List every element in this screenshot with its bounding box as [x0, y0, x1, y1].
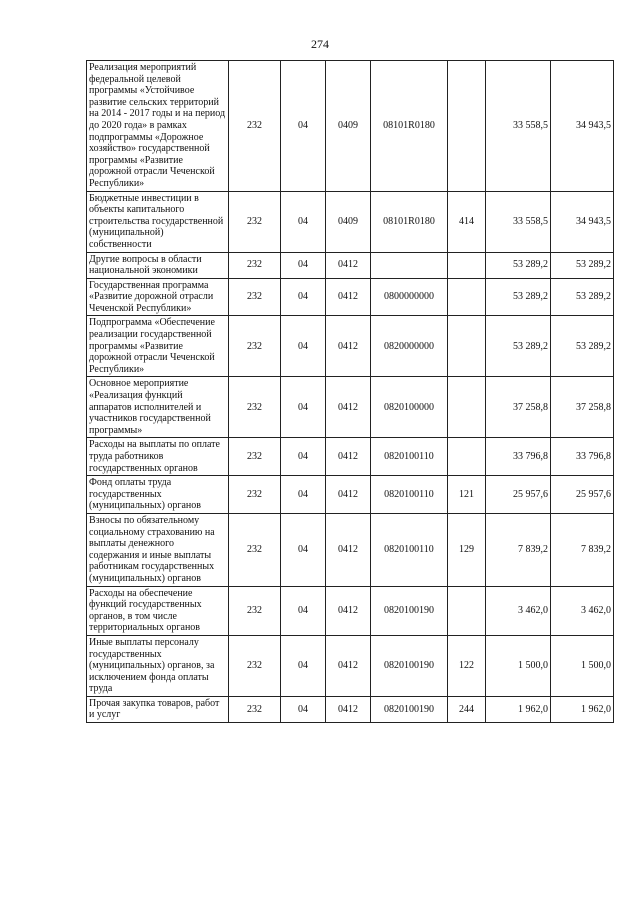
amount-second: 1 962,0 [551, 696, 614, 722]
admin-code: 232 [229, 377, 281, 438]
expense-name: Бюджетные инвестиции в объекты капитального строительства государственной (муниципальной) собственности [87, 191, 229, 252]
target-code: 0820100190 [371, 586, 448, 635]
expense-type-code: 129 [448, 513, 486, 586]
subsection-code: 0412 [326, 586, 371, 635]
table-row [87, 438, 614, 476]
expense-name: Реализация мероприятий федеральной целевой программы «Устойчивое развитие сельских территорий на 2014 - 2017 годы и на период до 2020 года» в рамках подпрограммы «Дорожное хозяйство» государственной программы «Развитие дорожной отрасли Чеченской Республики» [87, 61, 229, 192]
target-code: 0800000000 [371, 278, 448, 316]
expense-type-code: 244 [448, 696, 486, 722]
target-code: 0820100110 [371, 476, 448, 514]
target-code [371, 252, 448, 278]
subsection-code: 0412 [326, 513, 371, 586]
admin-code: 232 [229, 696, 281, 722]
amount-second: 37 258,8 [551, 377, 614, 438]
expense-name: Государственная программа «Развитие дорожной отрасли Чеченской Республики» [87, 278, 229, 316]
expense-name: Расходы на выплаты по оплате труда работников государственных органов [87, 438, 229, 476]
expense-type-code: 122 [448, 635, 486, 696]
expense-name: Иные выплаты персоналу государственных (муниципальных) органов, за исключением фонда оплаты труда [87, 635, 229, 696]
expense-type-code [448, 252, 486, 278]
subsection-code: 0412 [326, 278, 371, 316]
amount-first: 33 796,8 [486, 438, 551, 476]
amount-first: 1 962,0 [486, 696, 551, 722]
section-code: 04 [281, 252, 326, 278]
target-code: 0820000000 [371, 316, 448, 377]
admin-code: 232 [229, 316, 281, 377]
amount-second: 53 289,2 [551, 252, 614, 278]
amount-second: 3 462,0 [551, 586, 614, 635]
expense-type-code [448, 61, 486, 192]
admin-code: 232 [229, 438, 281, 476]
section-code: 04 [281, 438, 326, 476]
section-code: 04 [281, 513, 326, 586]
table-row [87, 476, 614, 514]
expense-name: Другие вопросы в области национальной экономики [87, 252, 229, 278]
table-row [87, 191, 614, 252]
table-row [87, 377, 614, 438]
admin-code: 232 [229, 635, 281, 696]
table-row [87, 586, 614, 635]
expense-name: Расходы на обеспечение функций государственных органов, в том числе территориальных органов [87, 586, 229, 635]
subsection-code: 0412 [326, 438, 371, 476]
amount-second: 53 289,2 [551, 316, 614, 377]
admin-code: 232 [229, 252, 281, 278]
target-code: 0820100190 [371, 696, 448, 722]
target-code: 0820100190 [371, 635, 448, 696]
subsection-code: 0412 [326, 696, 371, 722]
amount-first: 7 839,2 [486, 513, 551, 586]
amount-second: 33 796,8 [551, 438, 614, 476]
amount-second: 34 943,5 [551, 191, 614, 252]
table-row [87, 252, 614, 278]
amount-first: 33 558,5 [486, 191, 551, 252]
amount-first: 53 289,2 [486, 316, 551, 377]
section-code: 04 [281, 191, 326, 252]
expense-name: Взносы по обязательному социальному страхованию на выплаты денежного содержания и иные выплаты работникам государственных (муниципальных) органов [87, 513, 229, 586]
amount-second: 7 839,2 [551, 513, 614, 586]
table-row [87, 696, 614, 722]
section-code: 04 [281, 696, 326, 722]
section-code: 04 [281, 476, 326, 514]
page-number: 274 [311, 37, 329, 51]
expense-name: Основное мероприятие «Реализация функций аппаратов исполнителей и участников государственной программы» [87, 377, 229, 438]
admin-code: 232 [229, 61, 281, 192]
target-code: 0820100110 [371, 438, 448, 476]
admin-code: 232 [229, 191, 281, 252]
subsection-code: 0412 [326, 316, 371, 377]
expense-type-code [448, 377, 486, 438]
target-code: 0820100110 [371, 513, 448, 586]
subsection-code: 0409 [326, 61, 371, 192]
subsection-code: 0412 [326, 476, 371, 514]
amount-second: 1 500,0 [551, 635, 614, 696]
table-row [87, 61, 614, 192]
section-code: 04 [281, 278, 326, 316]
target-code: 08101R0180 [371, 191, 448, 252]
amount-first: 25 957,6 [486, 476, 551, 514]
section-code: 04 [281, 586, 326, 635]
subsection-code: 0409 [326, 191, 371, 252]
table-row [87, 316, 614, 377]
amount-second: 53 289,2 [551, 278, 614, 316]
section-code: 04 [281, 316, 326, 377]
amount-first: 33 558,5 [486, 61, 551, 192]
amount-first: 53 289,2 [486, 278, 551, 316]
section-code: 04 [281, 635, 326, 696]
amount-first: 3 462,0 [486, 586, 551, 635]
amount-first: 37 258,8 [486, 377, 551, 438]
expense-type-code: 414 [448, 191, 486, 252]
target-code: 0820100000 [371, 377, 448, 438]
amount-second: 25 957,6 [551, 476, 614, 514]
amount-second: 34 943,5 [551, 61, 614, 192]
amount-first: 53 289,2 [486, 252, 551, 278]
expense-name: Подпрограмма «Обеспечение реализации государственной программы «Развитие дорожной отрасли Чеченской Республики» [87, 316, 229, 377]
admin-code: 232 [229, 278, 281, 316]
expense-type-code [448, 316, 486, 377]
expense-name: Фонд оплаты труда государственных (муниципальных) органов [87, 476, 229, 514]
section-code: 04 [281, 377, 326, 438]
expense-type-code [448, 586, 486, 635]
admin-code: 232 [229, 513, 281, 586]
target-code: 08101R0180 [371, 61, 448, 192]
table-row [87, 513, 614, 586]
admin-code: 232 [229, 476, 281, 514]
subsection-code: 0412 [326, 252, 371, 278]
budget-table [86, 60, 614, 723]
table-row [87, 635, 614, 696]
amount-first: 1 500,0 [486, 635, 551, 696]
subsection-code: 0412 [326, 377, 371, 438]
table-row [87, 278, 614, 316]
section-code: 04 [281, 61, 326, 192]
expense-type-code [448, 278, 486, 316]
expense-type-code: 121 [448, 476, 486, 514]
expense-type-code [448, 438, 486, 476]
admin-code: 232 [229, 586, 281, 635]
expense-name: Прочая закупка товаров, работ и услуг [87, 696, 229, 722]
subsection-code: 0412 [326, 635, 371, 696]
